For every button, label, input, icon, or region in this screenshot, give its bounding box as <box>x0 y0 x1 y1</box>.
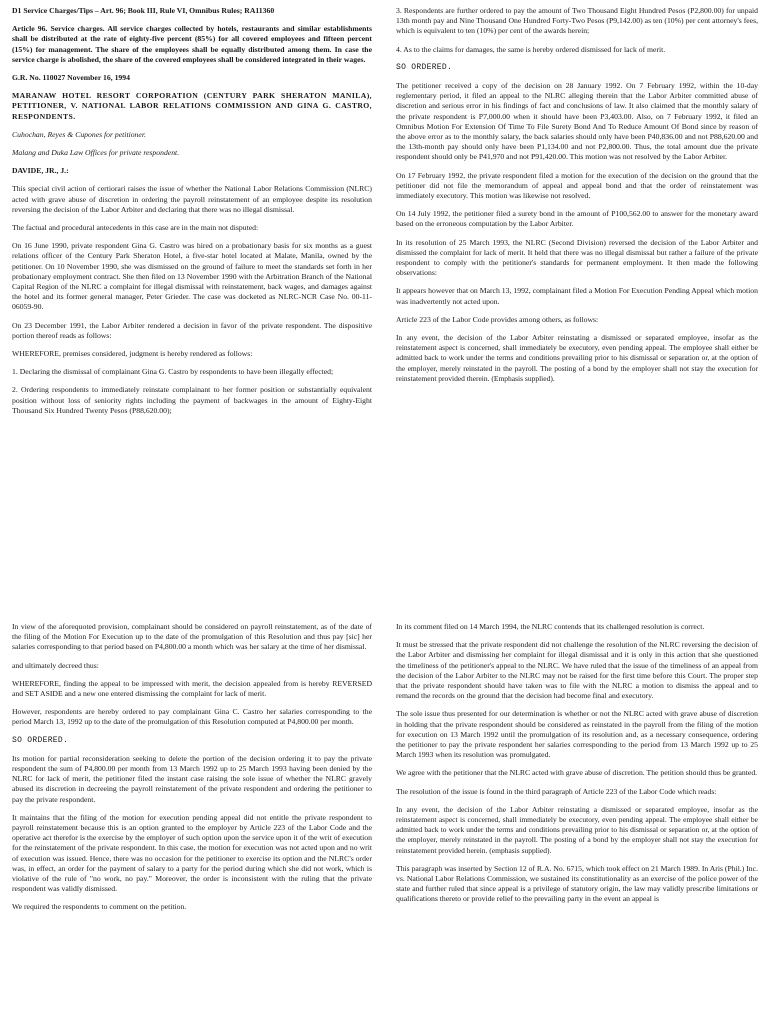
paragraph: In any event, the decision of the Labor Arbiter reinstating a dismissed or separated employee, insofar as the reinstatement aspect is concerned, shall immediately be executory, even pending appeal. The employee shall either be admitted back to work under the terms and conditions prevailing prior to his dismissal or separation or, at the option of the employer, merely reinstated in the payroll. The posting of a bond by the employer shall not stay the execution for reinstatement provided therein. (Emphasis supplied). <box>396 333 758 383</box>
paragraph: The resolution of the issue is found in the third paragraph of Article 223 of the Labor Code which reads: <box>396 786 717 796</box>
paragraph: On 23 December 1991, the Labor Arbiter rendered a decision in favor of the private respondent. The dispositive portion thereof reads as follows: <box>12 320 372 340</box>
paragraph: It appears however that on March 13, 1992, complainant filed a Motion For Execution Pending Appeal which motion was inadvertently not acted upon. <box>396 286 758 306</box>
paragraph: Malang and Duka Law Offices for private respondent. <box>12 148 180 158</box>
paragraph: We agree with the petitioner that the NLRC acted with grave abuse of discretion. The petition should thus be granted. <box>396 768 758 778</box>
top-left-page <box>12 6 372 566</box>
paragraph: G.R. No. 110027 November 16, 1994 <box>12 73 130 83</box>
paragraph: In view of the aforequoted provision, complainant should be considered on payroll reinstatement, as of the date of the filing of the Motion For Execution up to the date of the promulgation of this Resolution and thus pay [sic] her salaries corresponding to that period based on P4,800.00 a month which was her salary at the time of her dismissal. <box>12 622 372 652</box>
paragraph: It must be stressed that the private respondent did not challenge the resolution of the NLRC reversing the decision of the Labor Arbiter and dismissing her complaint for illegal dismissal and it is only in this action that she questioned the timeliness of the petitioner's appeal to the NLRC. We have ruled that the issue of the timeliness of an appeal from the decision of the Labor Arbiter to the NLRC may not be raised for the first time before this Court. The proper step that the private respondent should have taken was to file with the NLRC a motion to dismiss the appeal and to remand the records on the ground that the decision had become final and executory. <box>396 640 758 701</box>
paragraph: The petitioner received a copy of the decision on 28 January 1992. On 7 February 1992, within the 10-day reglementary period, it filed an appeal to the NLRC alleging therein that the Labor Arbiter committed abuse of discretion and serious error in his findings of fact and conclusions of law. It also claimed that the monthly salary of the private respondent is P7,000.00 when it should have been P3,403.00. Also, on 7 February 1992, it filed an Omnibus Motion For Extension Of Time To File Surety Bond And To Reduce Amount Of Bond since by reason of the above error as to the monthly salary, the back salaries should only have been P40,836.00 and not P88,620.00 and the 13th-month pay should only have been P1,134.00 and not P2,800.00. Thus, the total amount due the private respondent should only be P41,970 and not P91,420.00. This motion was not resolved by the Labor Arbiter. <box>396 81 758 162</box>
paragraph: WHEREFORE, finding the appeal to be impressed with merit, the decision appealed from is hereby REVERSED and SET ASIDE and a new one entered dismissing the complaint for lack of merit. <box>12 678 372 699</box>
bottom-left-page <box>12 622 372 1022</box>
paragraph: On 16 June 1990, private respondent Gina G. Castro was hired on a probationary basis for six months as a guest relations officer of the Century Park Sheraton Hotel, a five-star hotel located at Malate, Manila, owned by the petitioner. On 10 November 1990, she was dismissed on the ground of failure to meet the standards set forth in her probationary employment contract. She then filed on 13 November 1990 with the Arbitration Branch of the National Capital Region of the NLRC a complaint for illegal dismissal with reinstatement, back wages, and damages against the hotel and its former general manager, Peter Grieder. The case was docketed as NLRC-NCR Case No. 00-11-06059-90. <box>12 241 372 312</box>
paragraph: 4. As to the claims for damages, the same is hereby ordered dismissed for lack of merit. <box>396 44 666 54</box>
paragraph: WHEREFORE, premises considered, judgment is hereby rendered as follows: <box>12 349 253 359</box>
paragraph: We required the respondents to comment on the petition. <box>12 902 187 912</box>
paragraph: SO ORDERED. <box>396 62 453 72</box>
paragraph: SO ORDERED. <box>12 735 69 745</box>
paragraph: The sole issue thus presented for our determination is whether or not the NLRC acted with grave abuse of discretion in holding that the private respondent should be considered as reinstated in the payroll from the filing of the motion for execution on 13 March 1992 until the promulgation of its resolution and, as a necessary consequence, ordering the petitioner to pay the private respondent her salaries corresponding to the period from 13 March 1992 up to 25 March 1993 when its resolution was promulgated. <box>396 709 758 760</box>
paragraph: 3. Respondents are further ordered to pay the amount of Two Thousand Eight Hundred Pesos (P2,800.00) for unpaid 13th month pay and Nine Thousand One Hundred Forty-Two Pesos (P9,142.00) as ten (10%) per cent attorney's fees, which is equivalent to ten (10%) per cent of the awards herein; <box>396 6 758 36</box>
paragraph: Article 223 of the Labor Code provides among others, as follows: <box>396 314 599 324</box>
paragraph: In any event, the decision of the Labor Arbiter reinstating a dismissed or separated employee, insofar as the reinstatement aspect is concerned, shall immediately be executory, even pending appeal. The employee shall either be admitted back to work under the terms and conditions prevailing prior to his dismissal or separation or, at the option of the employer, merely reinstated in the payroll. The posting of a bond by the employer shall not stay the execution for reinstatement provided herein. (emphasis supplied). <box>396 804 758 855</box>
paragraph: 1. Declaring the dismissal of complainant Gina G. Castro by respondents to have been illegally effected; <box>12 367 334 377</box>
paragraph: On 14 July 1992, the petitioner filed a surety bond in the amount of P100,562.00 to answer for the monetary award based on the erroneous computation by the Labor Arbiter. <box>396 209 758 229</box>
paragraph: and ultimately decreed thus: <box>12 660 99 670</box>
paragraph: In its resolution of 25 March 1993, the NLRC (Second Division) reversed the decision of the Labor Arbiter and dismissed the complaint for lack of merit. It held that there was no illegal dismissal but rather a failure of the private respondent to comply with the petitioner's standards for permanent employment. It then made the following observations: <box>396 237 758 278</box>
paragraph: MARANAW HOTEL RESORT CORPORATION (CENTURY PARK SHERATON MANILA), PETITIONER, V. NATIONAL LABOR RELATIONS COMMISSION AND GINA G. CASTRO, RESPONDENTS. <box>12 91 372 121</box>
paragraph: D1 Service Charges/Tips – Art. 96; Book III, Rule VI, Omnibus Rules; RA11360 <box>12 6 275 15</box>
paragraph: This special civil action of certiorari raises the issue of whether the National Labor Relations Commission (NLRC) acted with grave abuse of discretion in ordering the payroll reinstatement of an employee despite its resolution reversing the decision of the Labor Arbiter and declaring that there was no illegal dismissal. <box>12 184 372 214</box>
paragraph: 2. Ordering respondents to immediately reinstate complainant to her former position or substantially equivalent position without loss of seniority rights including the payment of backwages in the amount of Eighty-Eight Thousand Six Hundred Twenty Pesos (P88,620.00); <box>12 385 372 415</box>
paragraph: This paragraph was inserted by Section 12 of R.A. No. 6715, which took effect on 21 March 1989. In Aris (Phil.) Inc. vs. National Labor Relations Commission, we sustained its constitutionality as an exercise of the police power of the state and further ruled that since appeal is a privilege of statutory origin, the law may validly prescribe limitations or qualifications thereto or provide relief to the prevailing party in the event an appeal is <box>396 863 758 904</box>
bottom-right-page <box>396 622 758 1022</box>
paragraph: Its motion for partial reconsideration seeking to delete the portion of the decision ordering it to pay the private respondent the sum of P4,800.00 per month from 13 March 1992 up to 25 March 1993 having been denied by the NLRC for lack of merit, the petitioner filed the instant case raising the sole issue of whether the NLRC gravely abused its discretion in decreeing the payroll reinstatement of the private respondent and ordering the petitioner to pay the private respondent. <box>12 753 372 804</box>
paragraph: Article 96. Service charges. All service charges collected by hotels, restaurants and similar establishments shall be distributed at the rate of eighty-five percent (85%) for all covered employees and fifteen percent (15%) for management. The share of the employees shall be equally distributed among them. In case the service charge is abolished, the share of the covered employees shall be considered integrated in their wages. <box>12 24 372 64</box>
paragraph: Cuhochan, Reyes & Cupones for petitioner. <box>12 129 146 139</box>
paragraph: The factual and procedural antecedents in this case are in the main not disputed: <box>12 223 259 233</box>
paragraph: It maintains that the filing of the motion for execution pending appeal did not entitle the private respondent to payroll reinstatement because this is an option granted to the employer by Article 223 of the Labor Code and the operative act therefor is the exercise by the employer of such option upon the service upon it of the writ of execution for the reinstatement of the private respondent. In this case, the motion for execution was not acted upon and no writ of execution was issued. Hence, there was no occasion for the petitioner to exercise its option and the NLRC's order was, in effect, an order for the payment of salary to a party for the period during which she did not work, which is violative of the rule of "no work, no pay." Moreover, the order is inconsistent with the ruling that the private respondent was validly dismissed. <box>12 812 372 894</box>
paragraph: However, respondents are hereby ordered to pay complainant Gina C. Castro her salaries corresponding to the period March 13, 1992 up to the date of the promulgation of this Resolution computed at P4,800.00 per month. <box>12 707 372 727</box>
top-right-page <box>396 6 758 566</box>
paragraph: DAVIDE, JR., J.: <box>12 166 69 176</box>
paragraph: In its comment filed on 14 March 1994, the NLRC contends that its challenged resolution is correct. <box>396 622 705 631</box>
paragraph: On 17 February 1992, the private respondent filed a motion for the execution of the decision on the ground that the petitioner did not file the memorandum of appeal and appeal bond and that the order of reinstatement was immediately executory. This motion was likewise not resolved. <box>396 170 758 201</box>
